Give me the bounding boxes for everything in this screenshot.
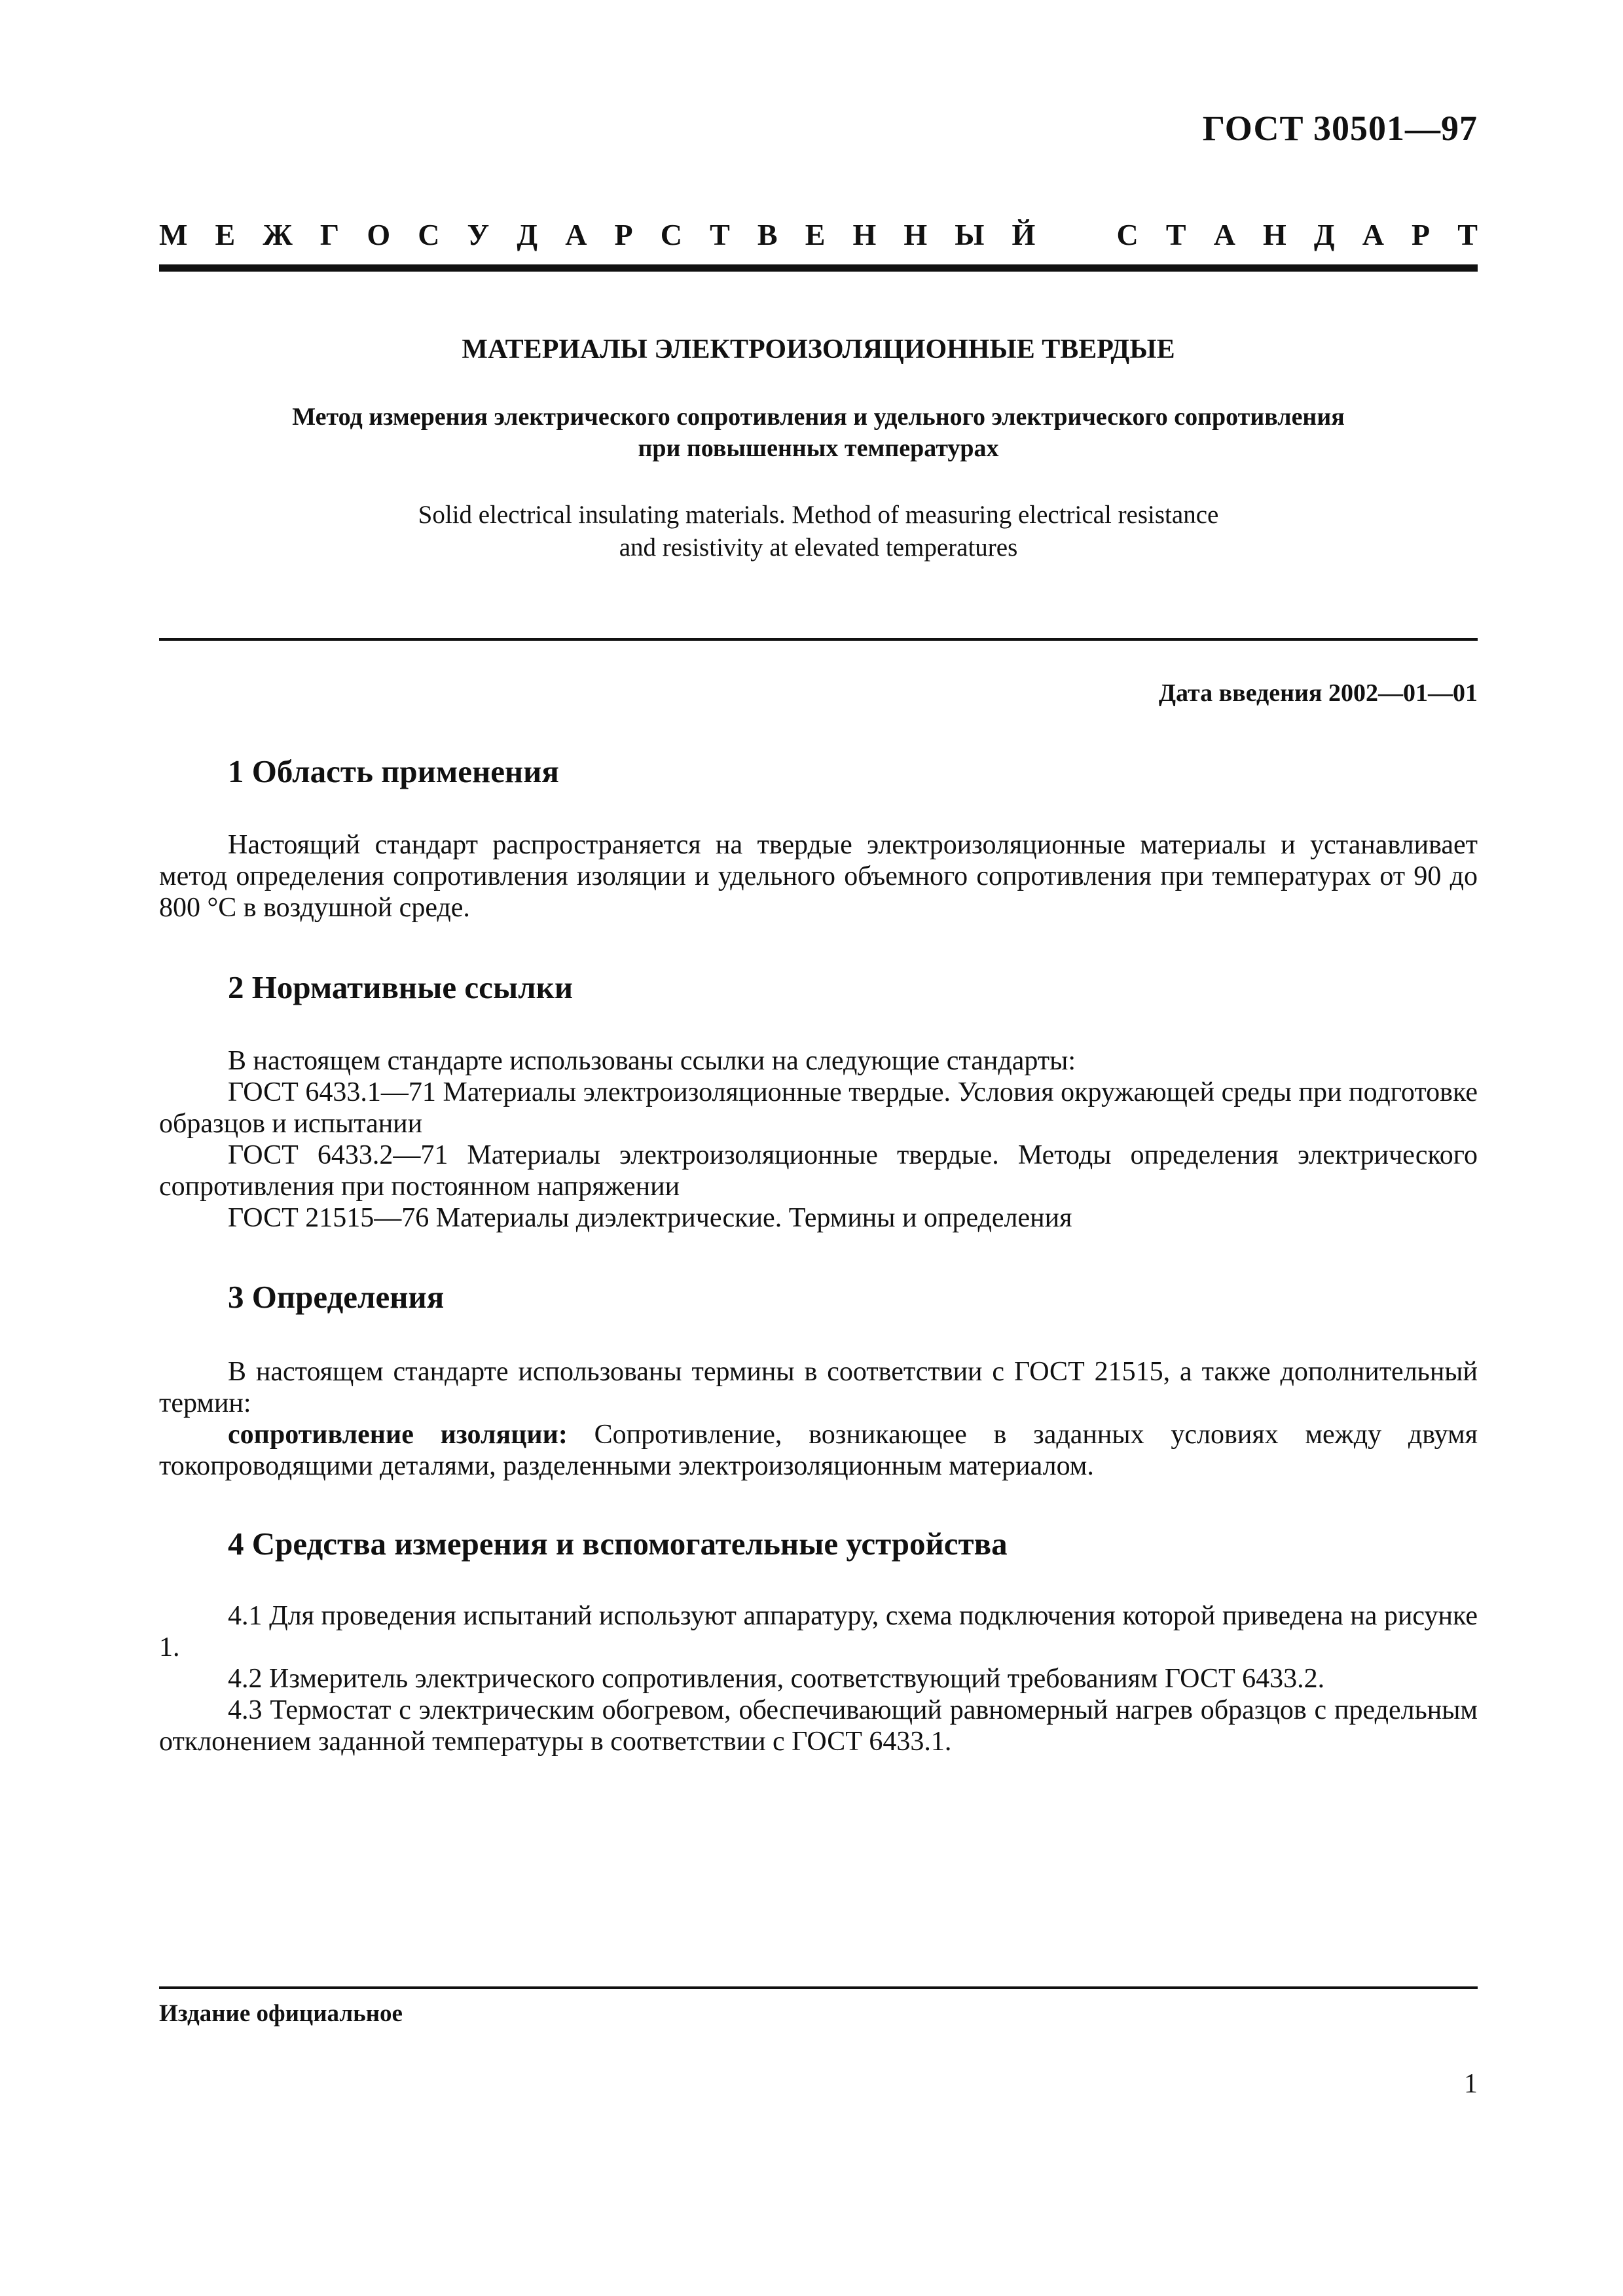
banner-letter: Р xyxy=(1412,218,1431,251)
reference-item: ГОСТ 6433.1—71 Материалы электроизоляционные твердые. Условия окружающей среды при подготовке образцов и испытании xyxy=(159,1077,1478,1139)
section-4-body xyxy=(159,1600,1478,1757)
paragraph: Настоящий стандарт распространяется на твердые электроизоляционные материалы и устанавливает метод определения сопротивления изоляции и удельного объемного сопротивления при температурах от 90 до 800 °С в воздушной среде. xyxy=(159,830,1478,923)
banner-letter: А xyxy=(565,218,587,251)
russian-subtitle-line: при повышенных температурах xyxy=(638,435,999,462)
section-3-body xyxy=(159,1356,1478,1482)
banner-letter: Н xyxy=(852,218,877,251)
english-subtitle-line: and resistivity at elevated temperatures xyxy=(619,533,1018,562)
russian-subtitle xyxy=(159,401,1478,464)
banner-letter: С xyxy=(1116,218,1139,251)
paragraph: В настоящем стандарте использованы термины в соответствии с ГОСТ 21515, а также дополнительный термин: xyxy=(159,1357,1478,1418)
interstate-standard-banner xyxy=(159,217,1478,252)
banner-letter: Р xyxy=(614,218,633,251)
section-2-heading: 2 Нормативные ссылки xyxy=(228,969,574,1005)
document-title: МАТЕРИАЛЫ ЭЛЕКТРОИЗОЛЯЦИОННЫЕ ТВЕРДЫЕ xyxy=(462,334,1175,365)
banner-letter: Е xyxy=(805,218,826,251)
banner-letter: М xyxy=(159,218,188,251)
section-2-body xyxy=(159,1045,1478,1234)
reference-item: ГОСТ 21515—76 Материалы диэлектрические. Термины и определения xyxy=(228,1203,1072,1233)
banner-letter: В xyxy=(757,218,778,251)
title-rule xyxy=(159,638,1478,641)
banner-letter: Ж xyxy=(263,218,293,251)
defined-term: сопротивление изоляции: xyxy=(228,1420,568,1450)
reference-item: ГОСТ 6433.2—71 Материалы электроизоляционные твердые. Методы определения электрического сопротивления при постоянном напряжении xyxy=(159,1140,1478,1202)
english-subtitle xyxy=(159,499,1478,564)
banner-letter: Ы xyxy=(955,218,985,251)
section-4-heading: 4 Средства измерения и вспомогательные устройства xyxy=(228,1526,1008,1562)
paragraph: 4.1 Для проведения испытаний используют аппаратуру, схема подключения которой приведена на рисунке 1. xyxy=(159,1601,1478,1662)
banner-letter: Й xyxy=(1012,218,1036,251)
banner-letter: О xyxy=(367,218,391,251)
banner-letter: Д xyxy=(1313,218,1335,251)
official-edition-label: Издание официальное xyxy=(159,2000,403,2027)
paragraph: 4.3 Термостат с электрическим обогревом, обеспечивающий равномерный нагрев образцов с предельным отклонением заданной температуры в соответствии с ГОСТ 6433.1. xyxy=(159,1695,1478,1757)
banner-letter: У xyxy=(467,218,490,251)
page-number: 1 xyxy=(1464,2069,1478,2099)
section-1-heading: 1 Область применения xyxy=(228,753,559,789)
banner-letter: Г xyxy=(319,218,340,251)
banner-letter: Т xyxy=(710,218,730,251)
english-subtitle-line: Solid electrical insulating materials. Method of measuring electrical resistance xyxy=(418,501,1219,529)
banner-letter: С xyxy=(660,218,682,251)
footer-rule xyxy=(159,1986,1478,1989)
document-code: ГОСТ 30501—97 xyxy=(1202,109,1478,148)
paragraph: 4.2 Измеритель электрического сопротивления, соответствующий требованиям ГОСТ 6433.2. xyxy=(228,1664,1325,1694)
banner-letter: Т xyxy=(1457,218,1478,251)
banner-letter: Т xyxy=(1165,218,1186,251)
banner-letter: Н xyxy=(903,218,928,251)
banner-letter: С xyxy=(418,218,440,251)
banner-letter: Д xyxy=(517,218,538,251)
definition-text: Сопротивление, возникающее в заданных условиях между двумя токопроводящими деталями, разделенными электроизоляционным материалом. xyxy=(159,1420,1478,1481)
header-rule xyxy=(159,264,1478,272)
banner-letter: А xyxy=(1362,218,1384,251)
introduction-date: Дата введения 2002—01—01 xyxy=(1158,679,1478,707)
russian-subtitle-line: Метод измерения электрического сопротивления и удельного электрического сопротивления xyxy=(292,403,1345,431)
banner-letter: А xyxy=(1213,218,1235,251)
paragraph: В настоящем стандарте использованы ссылки на следующие стандарты: xyxy=(228,1046,1076,1076)
section-1-body xyxy=(159,829,1478,924)
banner-letter: Н xyxy=(1263,218,1286,251)
banner-word-gap xyxy=(1063,217,1089,252)
section-3-heading: 3 Определения xyxy=(228,1279,445,1315)
definition xyxy=(159,1419,1478,1482)
banner-letter: Е xyxy=(215,218,236,251)
